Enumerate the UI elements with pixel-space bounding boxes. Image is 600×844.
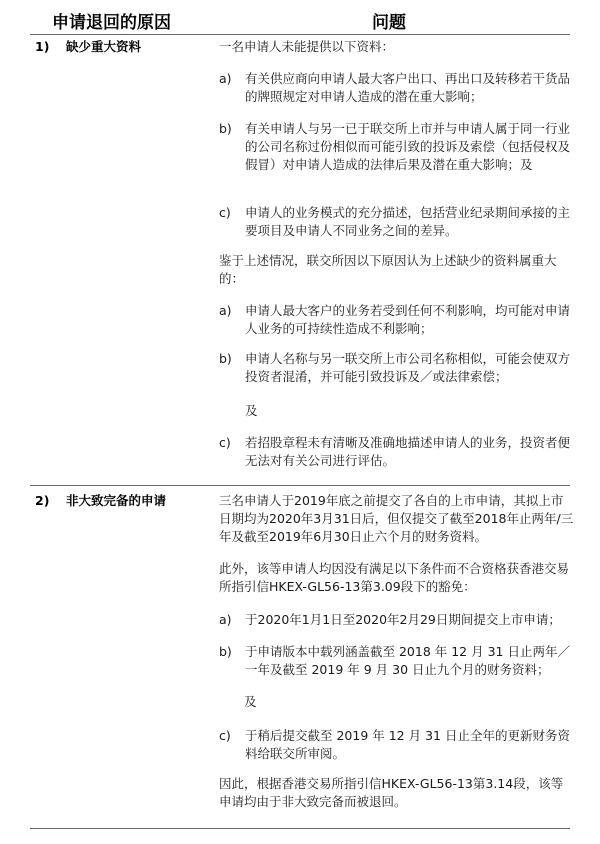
item-label: c) [219,205,231,220]
item-label: b) [219,351,232,366]
item-text: 申请人最大客户的业务若受到任何不利影响，均可能对申请人业务的可持续性造成不利影响； [245,303,571,336]
section-2-conjunction: 及 [244,694,257,709]
item-text: 若招股章程未有清晰及准确地描述申请人的业务，投资者便无法对有关公司进行评估。 [245,435,571,468]
item-text: 申请人的业务模式的充分描述，包括营业纪录期间承接的主要项目及申请人不同业务之间的差异。 [245,205,571,238]
section-1-conjunction: 及 [245,403,258,418]
header-divider [30,34,570,35]
section-2-title: 非大致完备的申请 [66,493,167,508]
reason-column-header: 申请退回的原因 [52,13,171,33]
item-label: c) [219,435,231,450]
item-text: 于稍后提交截至 2019 年 12 月 31 日止全年的更新财务资料给联交所审阅。 [245,728,570,761]
item-text: 申请人名称与另一联交所上市公司名称相似，可能会使双方投资者混淆，并可能引致投诉及／或法律索偿； [245,351,571,384]
item-label: c) [219,728,231,743]
item-label: b) [219,644,232,659]
table-header [0,0,600,34]
section-2-conclusion: 因此，根据香港交易所指引信HKEX-GL56-13第3.14段，该等申请均由于非大致完备而被退回。 [219,776,564,809]
section-2-intro: 三名申请人于2019年底之前提交了各自的上市申请，其拟上市日期均为2020年3月31日后，但仅提交了截至2018年止两年/三年及截至2019年6月30日止六个月的财务资料。 [219,493,574,544]
item-text: 有关申请人与另一已于联交所上市并与申请人属于同一行业的公司名称过份相似而可能引致的投诉及索偿（包括侵权及假冒）对申请人造成的法律后果及潜在重大影响；及 [245,121,571,172]
section-2-number: 2) [35,493,50,508]
item-label: b) [219,121,232,136]
issue-column-header: 问题 [372,13,406,33]
section-1-number: 1) [35,39,50,54]
item-text: 有关供应商向申请人最大客户出口、再出口及转移若干货品的牌照规定对申请人造成的潜在重大影响； [245,71,571,104]
item-label: a) [219,303,232,318]
section-1-title: 缺少重大资料 [66,39,142,54]
item-text: 于申请版本中载列涵盖截至 2018 年 12 月 31 日止两年／一年及截至 2019 年 9 月 30 日止九个月的财务资料； [245,644,570,677]
item-label: a) [219,612,232,627]
item-text: 于2020年1月1日至2020年2月29日期间提交上市申请； [245,612,561,627]
row-divider [30,485,570,486]
item-label: a) [219,71,232,86]
bottom-divider [30,828,570,829]
section-1-intro: 一名申请人未能提供以下资料： [219,39,395,54]
section-2-middle: 此外，该等申请人均因没有满足以下条件而不合资格获香港交易所指引信HKEX-GL56-13第3.09段下的豁免： [219,561,570,594]
section-1-middle: 鉴于上述情况，联交所因以下原因认为上述缺少的资料属重大的： [219,253,557,286]
